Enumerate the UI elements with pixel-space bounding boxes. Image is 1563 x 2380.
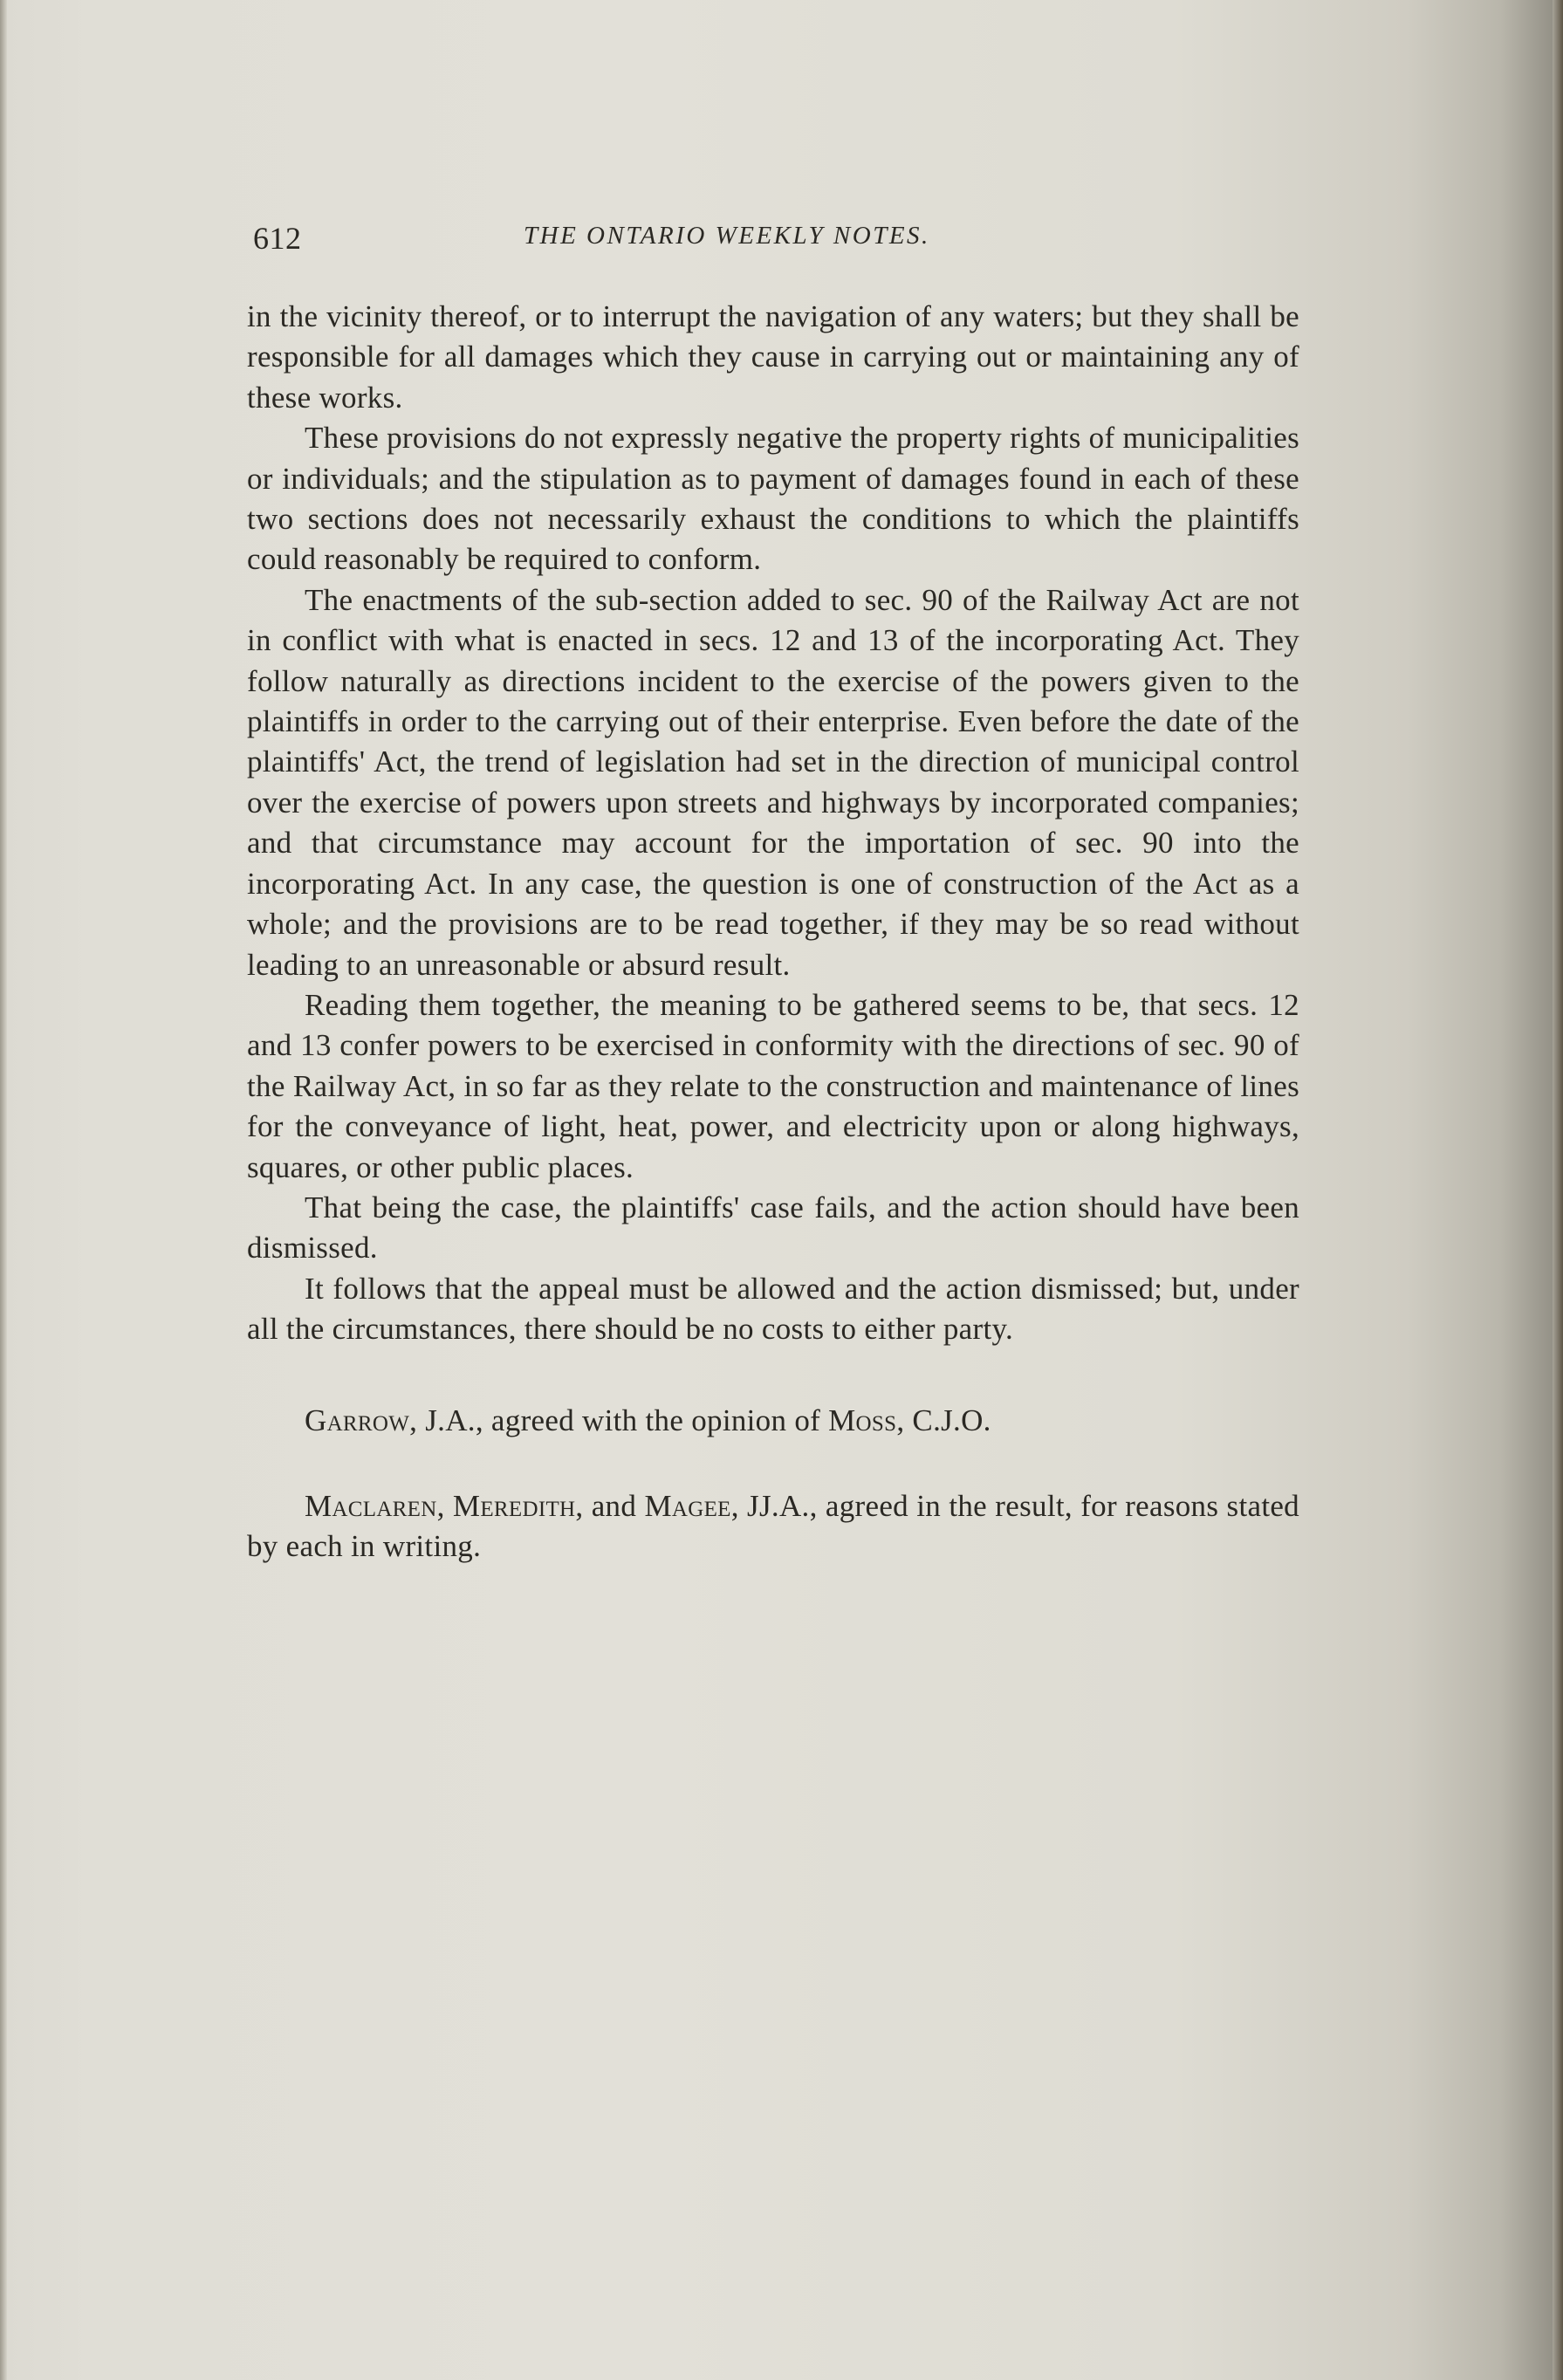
paragraph-6: It follows that the appeal must be allowed and the action dismissed; but, under all the circumstances, there should be no costs to either party. <box>247 1271 1299 1347</box>
concurrence-sep-2: , and <box>575 1488 645 1523</box>
page-header <box>253 220 1300 258</box>
paragraph-5: That being the case, the plaintiffs' case fails, and the action should have been dismissed. <box>247 1190 1299 1265</box>
garrow-opinion <box>247 1401 1299 1441</box>
running-head: THE ONTARIO WEEKLY NOTES. <box>524 222 930 250</box>
page-right-edge <box>1553 0 1563 2380</box>
page-number: 612 <box>253 221 302 256</box>
body-text <box>247 297 1299 1567</box>
garrow-text-a: , J.A., agreed with the opinion of <box>409 1403 829 1437</box>
paragraph-3: The enactments of the sub-section added to sec. 90 of the Railway Act are not in conflict with what is enacted in secs. 12 and 13 of the incorporating Act. They follow naturally as directions incident to the exercise of the powers given to the plaintiffs in order to the carrying out of their enterprise. Even before the date of the plaintiffs' Act, the trend of legislation had set in the direction of municipal control over the exercise of powers upon streets and highways by incorporated companies; and that circumstance may account for the importation of sec. 90 into the incorporating Act. In any case, the question is one of construction of the Act as a whole; and the provisions are to be read together, if they may be so read without leading to an unreasonable or absurd result. <box>247 582 1299 982</box>
judge-name-meredith: Meredith <box>452 1488 576 1523</box>
concurrence-sep-1: , <box>436 1488 453 1523</box>
judge-name-moss: Moss <box>828 1403 897 1437</box>
concurrence-text: , JJ.A., agreed in the result, for reasons stated by each in writing. <box>247 1488 1299 1564</box>
concurrence-opinion <box>247 1486 1299 1567</box>
judge-name-maclaren: Maclaren <box>305 1488 437 1523</box>
garrow-text-b: , C.J.O. <box>896 1403 991 1437</box>
judge-name-magee: Magee <box>644 1488 731 1523</box>
paragraph-2: These provisions do not expressly negative the property rights of municipalities or individuals; and the stipulation as to payment of damages found in each of these two sections does not necessarily exhaust the conditions to which the plaintiffs could reasonably be required to conform. <box>247 421 1299 577</box>
paragraph-4: Reading them together, the meaning to be gathered seems to be, that secs. 12 and 13 confer powers to be exercised in conformity with the directions of sec. 90 of the Railway Act, in so far as they relate to the construction and maintenance of lines for the conveyance of light, heat, power, and electricity upon or along highways, squares, or other public places. <box>247 987 1299 1184</box>
judge-name-garrow: Garrow <box>305 1403 410 1437</box>
page-left-edge <box>0 0 7 2380</box>
paragraph-1: in the vicinity thereof, or to interrupt the navigation of any waters; but they shall be responsible for all damages which they cause in carrying out or maintaining any of these works. <box>247 299 1299 415</box>
